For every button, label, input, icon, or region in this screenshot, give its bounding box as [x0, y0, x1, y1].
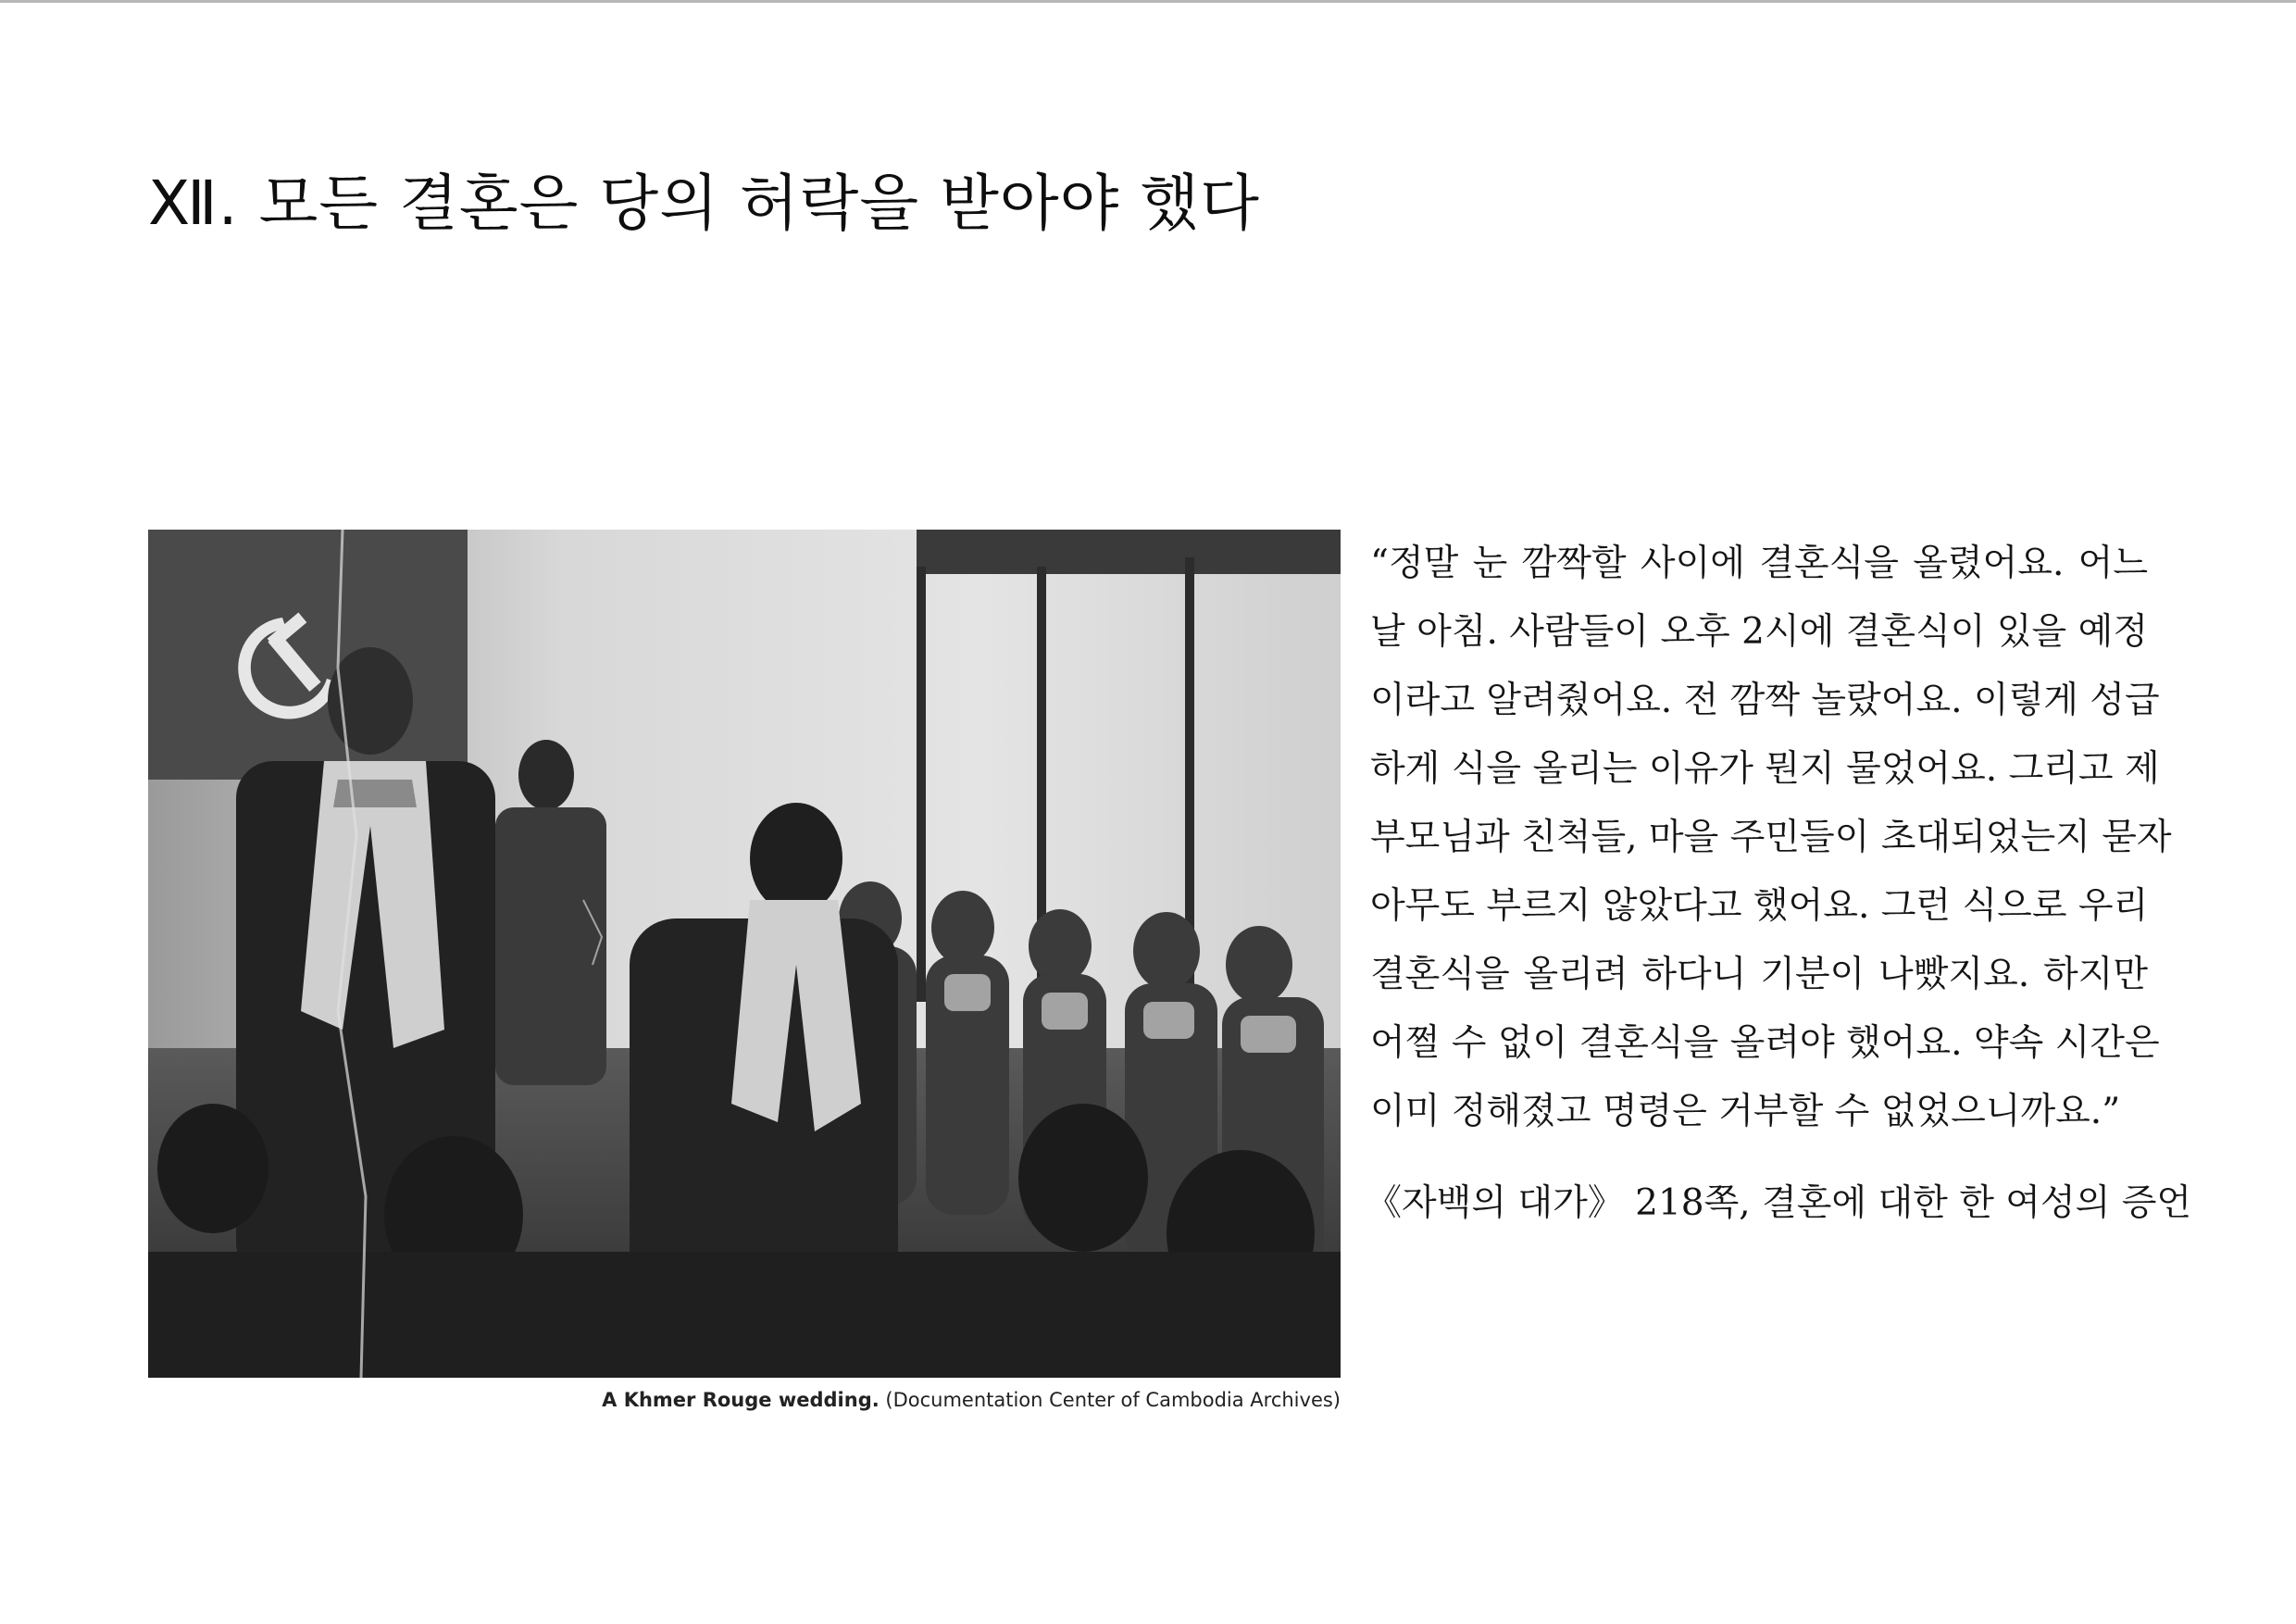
photo-illustration — [148, 530, 1341, 1378]
quote-line: 결혼식을 올리려 하다니 기분이 나빴지요. 하지만 — [1370, 954, 2148, 995]
quote-line: 어쩔 수 없이 결혼식을 올려야 했어요. 약속 시간은 — [1370, 1022, 2160, 1064]
top-rule — [0, 0, 2296, 3]
quote-line: 이라고 알려줬어요. 전 깜짝 놀랐어요. 이렇게 성급 — [1370, 680, 2160, 721]
quote-line: “정말 눈 깜짝할 사이에 결혼식을 올렸어요. 어느 — [1370, 543, 2148, 584]
photo-caption — [148, 1389, 1341, 1411]
quote-line: 부모님과 친척들, 마을 주민들이 초대되었는지 묻자 — [1370, 817, 2172, 858]
quote-line: 아무도 부르지 않았다고 했어요. 그런 식으로 우리 — [1370, 885, 2149, 927]
quote-line: 하게 식을 올리는 이유가 뭔지 물었어요. 그리고 제 — [1370, 748, 2160, 790]
quote-source: 《자백의 대가》 218쪽, 결혼에 대한 한 여성의 증언 — [1366, 1182, 2192, 1224]
photo-caption-credit: (Documentation Center of Cambodia Archives) — [879, 1389, 1341, 1411]
party-banner — [148, 530, 468, 780]
quote-line: 이미 정해졌고 명령은 거부할 수 없었으니까요.” — [1370, 1091, 2121, 1132]
photo-caption-title: A Khmer Rouge wedding. — [602, 1389, 880, 1411]
testimony-quote — [1370, 530, 2172, 1146]
wedding-photograph — [148, 530, 1341, 1378]
page-title: Ⅻ. 모든 결혼은 당의 허락을 받아야 했다 — [148, 168, 1260, 239]
quote-line: 날 아침. 사람들이 오후 2시에 결혼식이 있을 예정 — [1370, 611, 2148, 653]
